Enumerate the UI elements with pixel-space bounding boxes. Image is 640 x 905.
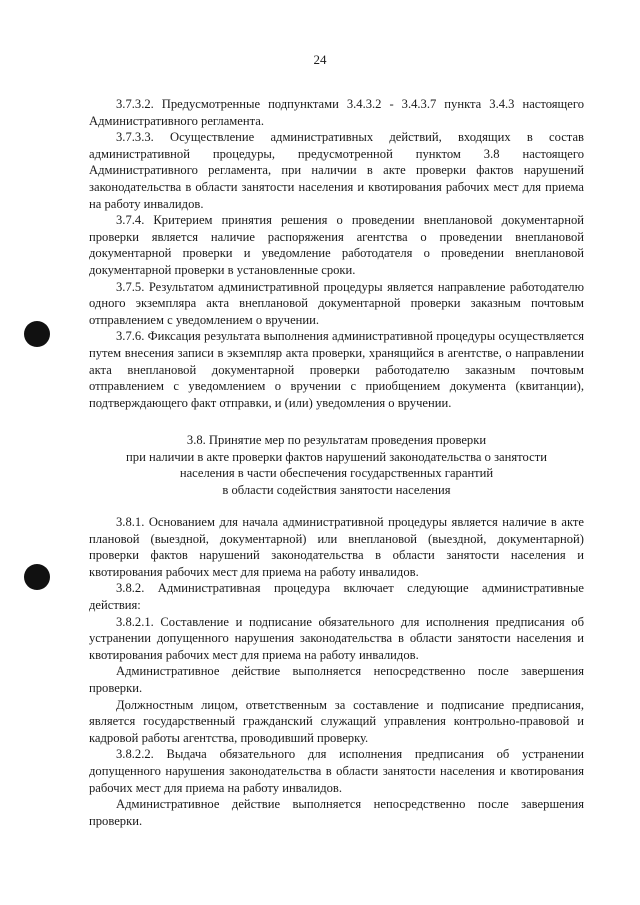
paragraph-3-7-3-2: 3.7.3.2. Предусмотренные подпунктами 3.4.3.2 - 3.4.3.7 пункта 3.4.3 настоящего Административного регламента.	[89, 97, 584, 128]
heading-line: 3.8. Принятие мер по результатам проведения проверки	[186, 433, 487, 447]
paragraph-3-8-2: 3.8.2. Административная процедура включает следующие административные действия:	[89, 581, 584, 612]
section-3-8-text	[89, 514, 584, 829]
punch-hole-mark	[24, 564, 50, 590]
section-3-7-text	[89, 96, 584, 411]
heading-line: при наличии в акте проверки фактов нарушений законодательства о занятости	[126, 449, 547, 464]
section-3-8-heading	[89, 432, 584, 498]
paragraph-3-8-2-2: 3.8.2.2. Выдача обязательного для исполнения предписания об устранении допущенного нарушения законодательства в области занятости населения и квотирования рабочих мест для приема на работу инвалидов.	[89, 747, 584, 795]
paragraph-3-7-4: 3.7.4. Критерием принятия решения о проведении внеплановой документарной проверки является наличие распоряжения агентства о проведении внеплановой документарной проверки и уведомление работодателя о проведении внеплановой документарной проверки в установленные сроки.	[89, 213, 584, 277]
paragraph-3-7-3-3: 3.7.3.3. Осуществление административных действий, входящих в состав административной процедуры, предусмотренной пунктом 3.8 настоящего Административного регламента, при наличии в акте проверки фактов нарушений законодательства в области занятости населения и квотирования рабочих мест для приема на работу инвалидов.	[89, 130, 584, 211]
paragraph-admin-action-timing-2: Административное действие выполняется непосредственно после завершения проверки.	[89, 797, 584, 828]
paragraph-admin-action-timing: Административное действие выполняется непосредственно после завершения проверки.	[89, 664, 584, 695]
paragraph-3-7-5: 3.7.5. Результатом административной процедуры является направление работодателю одного экземпляра акта внеплановой документарной проверки заказным почтовым отправлением с уведомлением о вручении.	[89, 279, 584, 327]
paragraph-3-8-1: 3.8.1. Основанием для начала административной процедуры является наличие в акте плановой (выездной, документарной) или внеплановой (выездной, документарной) проверки фактов нарушений законодательства в области занятости населения и квотирования рабочих мест для приема на работу инвалидов.	[89, 515, 584, 579]
punch-hole-mark	[24, 321, 50, 347]
heading-line: населения в части обеспечения государственных гарантий	[179, 466, 494, 481]
paragraph-responsible-official: Должностным лицом, ответственным за составление и подписание предписания, является государственный гражданский служащий управления контрольно-правовой и кадровой работы агентства, проводивший проверку.	[89, 697, 584, 745]
paragraph-3-8-2-1: 3.8.2.1. Составление и подписание обязательного для исполнения предписания об устранении допущенного нарушения законодательства в области занятости населения и квотирования рабочих мест для приема на работу инвалидов.	[89, 614, 584, 662]
heading-line: в области содействия занятости населения	[222, 482, 451, 497]
paragraph-3-7-6: 3.7.6. Фиксация результата выполнения административной процедуры осуществляется путем внесения записи в экземпляр акта проверки, хранящийся в агентстве, о направлении акта внеплановой документарной проверки работодателю заказным почтовым отправлением с уведомлением о вручении с приобщением документа (квитанции), подтверждающего факт отправки, и (или) уведомления о вручении.	[89, 329, 584, 410]
page-number: 24	[313, 52, 327, 67]
